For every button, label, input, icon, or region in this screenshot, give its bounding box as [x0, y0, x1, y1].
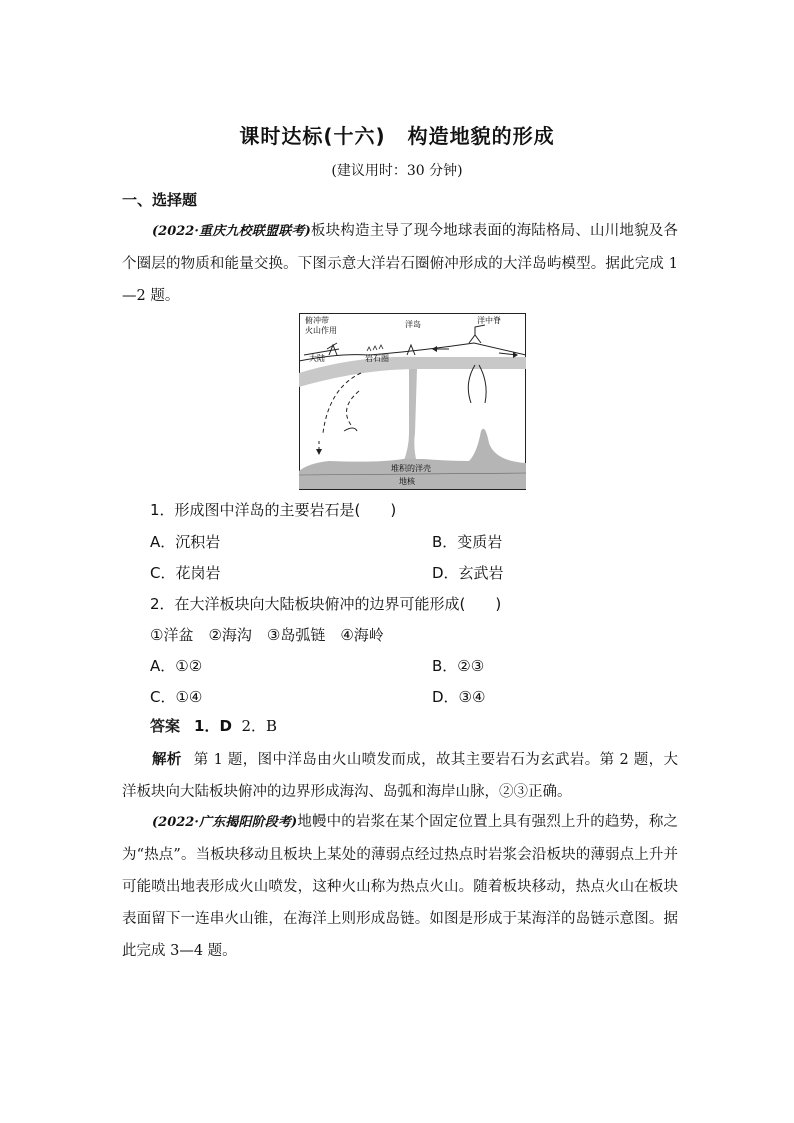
answer-line [150, 715, 277, 736]
passage-1-text: 板块构造主导了现今地球表面的海陆格局、山川地貌及各个圈层的物质和能量交换。下图示意大洋岩石圈俯冲形成的大洋岛屿模型。据此完成 1—2 题。 [122, 223, 679, 304]
q1-option-a: A．沉积岩 [150, 533, 221, 551]
passage-2-text: 地幔中的岩浆在某个固定位置上具有强烈上升的趋势，称之为“热点”。当板块移动且板块上某处的薄弱点经过热点时岩浆会沿板块的薄弱点上升并可能喷出地表形成火山喷发，这种火山称为热点火山。随着板块移动，热点火山在板块表面留下一连串火山锥，在海洋上则形成岛链。如图是形成于某海洋的岛链示意图。据此完成 3—4 题。 [122, 814, 678, 959]
analysis-label: 解析 [152, 752, 182, 768]
q1-option-d: D．玄武岩 [432, 564, 504, 582]
passage-2-source: (2022·广东揭阳阶段考) [152, 815, 298, 830]
label-island: 洋岛 [405, 320, 421, 329]
label-crust: 堆积的洋壳 [391, 464, 431, 473]
passage-1 [122, 215, 678, 312]
title-topic: 构造地貌的形成 [407, 124, 555, 148]
question-2-stem: 2．在大洋板块向大陆板块俯冲的边界可能形成( ) [150, 595, 502, 613]
answer-label: 答案 [150, 717, 181, 735]
label-continent: 大陆 [309, 354, 325, 363]
analysis-paragraph [122, 744, 678, 808]
passage-1-source: (2022·重庆九校联盟联考) [152, 224, 311, 239]
answer-2: 2．B [241, 717, 278, 735]
q2-option-b: B．②③ [432, 657, 485, 675]
label-ridge: 洋中脊 [477, 316, 501, 325]
q1-option-c: C．花岗岩 [150, 564, 221, 582]
section-heading: 一、选择题 [122, 191, 198, 209]
question-2-choices: ①洋盆 ②海沟 ③岛弧链 ④海岭 [150, 626, 384, 644]
q2-option-a: A．①② [150, 657, 203, 675]
q2-option-c: C．①④ [150, 688, 203, 706]
answer-1: 1．D [194, 717, 232, 735]
title-lesson: 课时达标(十六) [239, 124, 386, 148]
q1-option-b: B．变质岩 [432, 533, 503, 551]
time-suggestion: (建议用时：30 分钟) [331, 163, 463, 179]
label-subduction: 俯冲带 [305, 316, 329, 325]
label-core: 地核 [399, 477, 415, 486]
page-title [0, 120, 794, 149]
label-lithosphere: 岩石圈 [365, 354, 389, 363]
passage-2 [122, 806, 678, 967]
label-volcanism: 火山作用 [305, 326, 337, 335]
q2-option-d: D．③④ [432, 688, 486, 706]
ocean-island-diagram [299, 313, 526, 490]
analysis-text: 第 1 题，图中洋岛由火山喷发而成，故其主要岩石为玄武岩。第 2 题，大洋板块向大陆板块俯冲的边界形成海沟、岛弧和海岸山脉，②③正确。 [122, 752, 678, 800]
question-1-stem: 1．形成图中洋岛的主要岩石是( ) [150, 501, 397, 519]
